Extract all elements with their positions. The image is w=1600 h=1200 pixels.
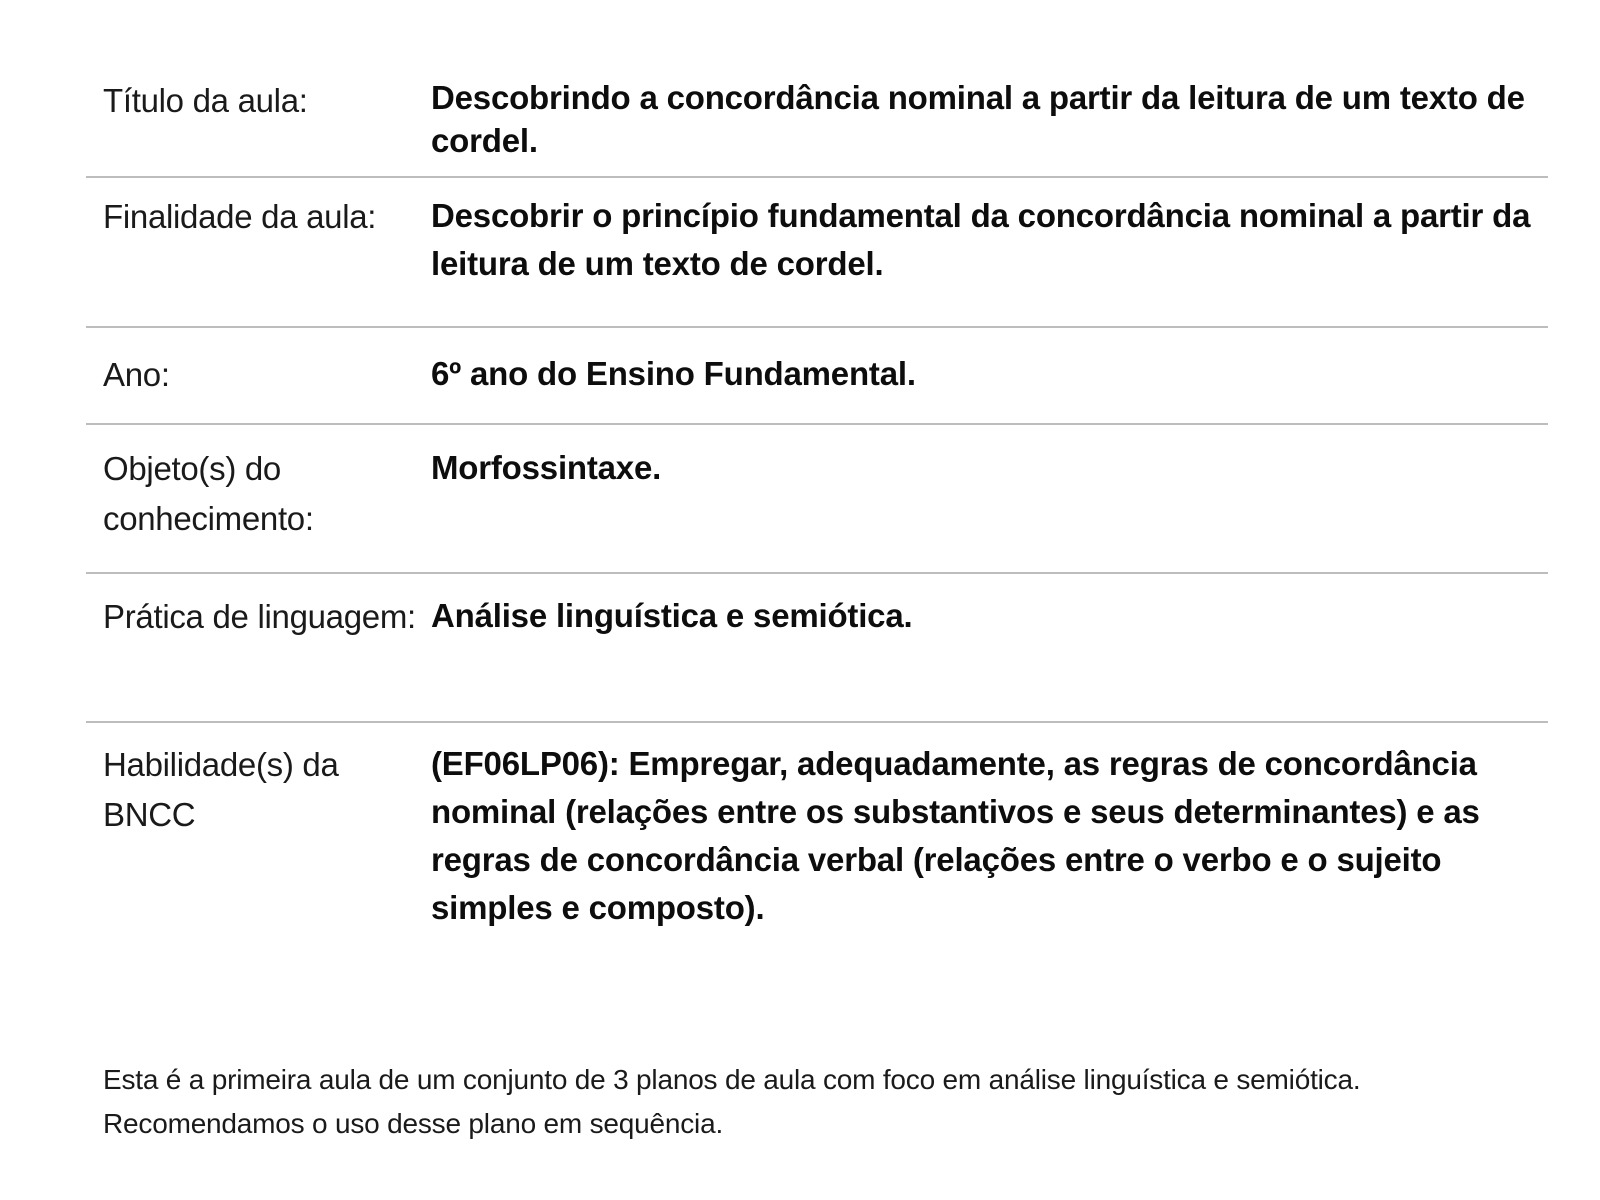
knowledge-objects-label: Objeto(s) do conhecimento: <box>103 450 314 537</box>
language-practice-value: Análise linguística e semiótica. <box>431 597 913 634</box>
sequence-note: Esta é a primeira aula de um conjunto de 3 planos de aula com foco em análise linguística e semiótica. Recomendamos o uso desse plano em sequência. <box>103 1064 1361 1139</box>
lesson-title-value: Descobrindo a concordância nominal a partir da leitura de um texto de cordel. <box>431 79 1525 159</box>
lesson-purpose-value: Descobrir o princípio fundamental da concordância nominal a partir da leitura de um texto de cordel. <box>431 197 1531 282</box>
row-lesson-title <box>86 72 1548 178</box>
lesson-title-label: Título da aula: <box>103 82 308 119</box>
row-lesson-purpose <box>86 178 1548 328</box>
bncc-skills-value: (EF06LP06): Empregar, adequadamente, as regras de concordância nominal (relações entre os substantivos e seus determinantes) e as regras de concordância verbal (relações entre o verbo e o sujeito simples e composto). <box>431 745 1480 926</box>
row-language-practice <box>86 574 1548 723</box>
row-knowledge-objects <box>86 425 1548 574</box>
bncc-skills-label: Habilidade(s) da BNCC <box>103 746 339 833</box>
language-practice-label: Prática de linguagem: <box>103 598 416 635</box>
row-bncc-skills <box>86 723 1548 1014</box>
school-year-value: 6º ano do Ensino Fundamental. <box>431 355 916 392</box>
school-year-label: Ano: <box>103 356 170 393</box>
knowledge-objects-value: Morfossintaxe. <box>431 449 662 486</box>
lesson-purpose-label: Finalidade da aula: <box>103 198 377 235</box>
row-school-year <box>86 328 1548 425</box>
lesson-plan-table <box>86 72 1548 1014</box>
